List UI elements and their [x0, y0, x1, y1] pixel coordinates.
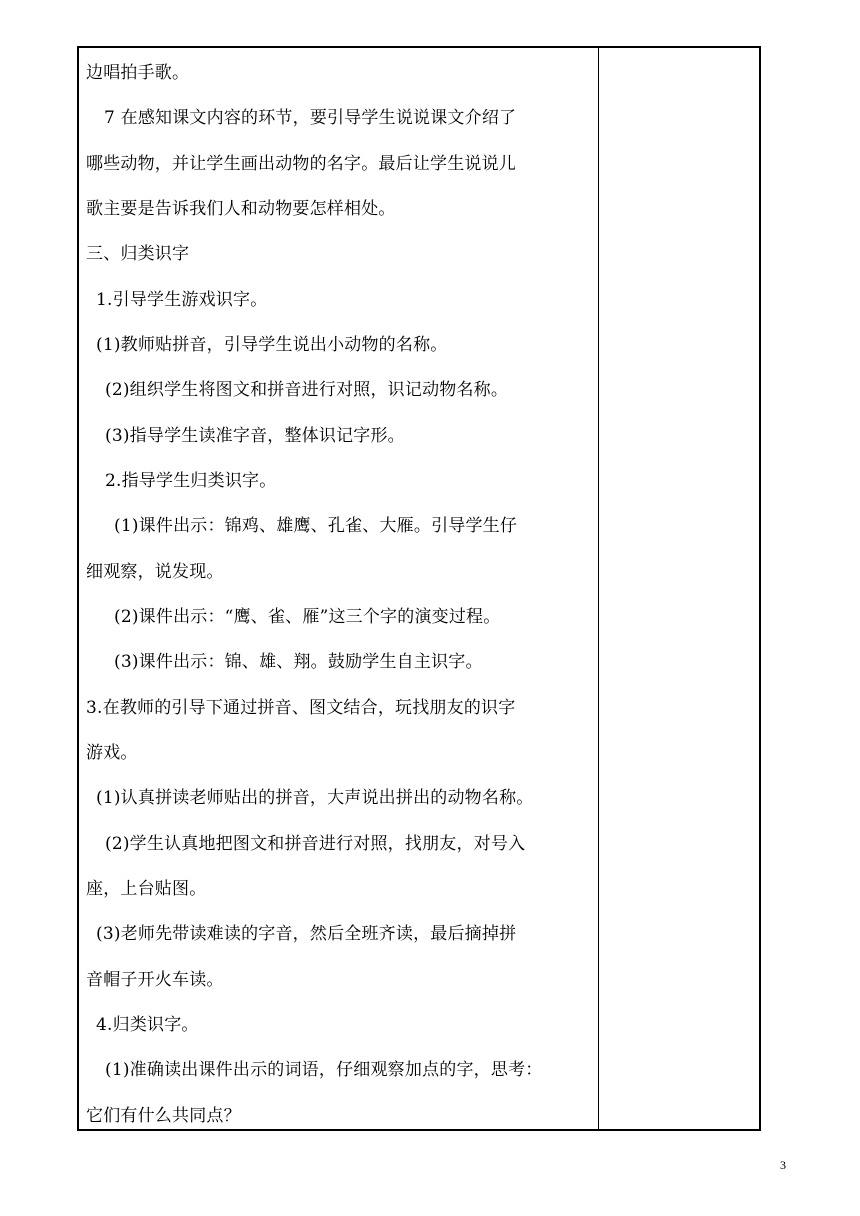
text-line: 游戏。 [86, 743, 138, 763]
text-line: (1)课件出示：锦鸡、雄鹰、孔雀、大雁。引导学生仔 [114, 516, 518, 536]
text-line: (2)组织学生将图文和拼音进行对照，识记动物名称。 [105, 380, 509, 400]
text-line: (3)课件出示：锦、雄、翔。鼓励学生自主识字。 [114, 652, 483, 672]
page-number: 3 [780, 1158, 786, 1172]
text-line: 1.引导学生游戏识字。 [96, 290, 268, 310]
text-line: (1)教师贴拼音，引导学生说出小动物的名称。 [96, 335, 448, 355]
text-line: 座，上台贴图。 [86, 879, 207, 899]
text-line: (3)老师先带读难读的字音，然后全班齐读，最后摘掉拼 [96, 924, 517, 944]
text-line: 边唱拍手歌。 [86, 63, 190, 83]
text-line: 7 在感知课文内容的环节，要引导学生说说课文介绍了 [104, 108, 517, 128]
text-line: (1)准确读出课件出示的词语，仔细观察加点的字，思考： [105, 1060, 543, 1080]
text-line: (1)认真拼读老师贴出的拼音，大声说出拼出的动物名称。 [96, 788, 534, 808]
text-line: (2)学生认真地把图文和拼音进行对照，找朋友，对号入 [105, 834, 526, 854]
text-line: (2)课件出示：“鹰、雀、雁”这三个字的演变过程。 [114, 607, 501, 627]
text-line: 音帽子开火车读。 [86, 970, 224, 990]
text-line: 歌主要是告诉我们人和动物要怎样相处。 [86, 199, 396, 219]
text-line: 哪些动物，并让学生画出动物的名字。最后让学生说说儿 [86, 154, 516, 174]
text-line: 它们有什么共同点？ [86, 1106, 241, 1126]
text-line: 细观察，说发现。 [86, 562, 224, 582]
text-line: 2.指导学生归类识字。 [105, 471, 277, 491]
text-line: 4.归类识字。 [96, 1015, 199, 1035]
text-line: 3.在教师的引导下通过拼音、图文结合，玩找朋友的识字 [86, 698, 516, 718]
section-heading: 三、归类识字 [86, 244, 190, 264]
column-divider [598, 46, 599, 1131]
text-line: (3)指导学生读准字音，整体识记字形。 [105, 426, 405, 446]
